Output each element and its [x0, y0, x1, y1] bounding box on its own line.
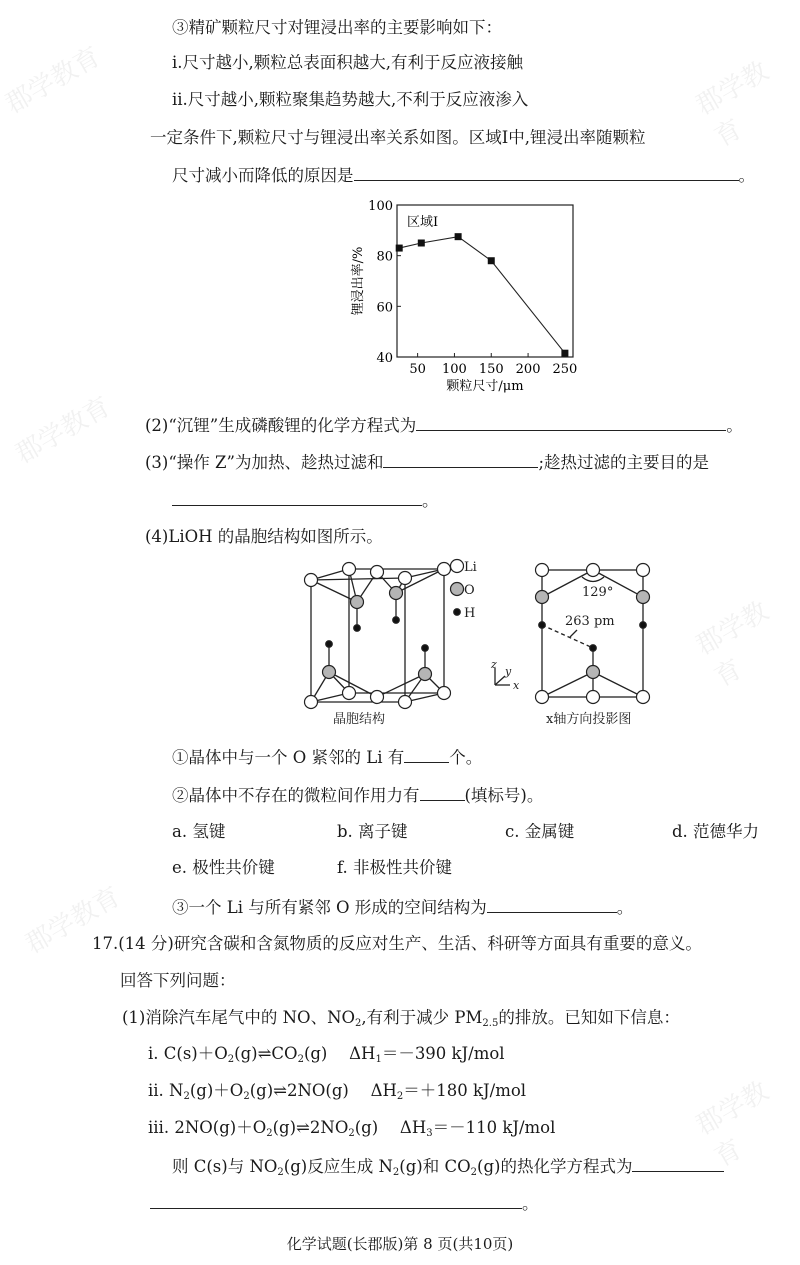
legend-h: H	[464, 606, 476, 621]
legend-o: O	[464, 583, 475, 598]
data-point	[488, 257, 495, 264]
leaching-rate-chart	[340, 195, 590, 395]
subscript: 2	[470, 1167, 478, 1178]
oxygen-atom	[390, 587, 403, 600]
series-line	[399, 237, 565, 354]
equation-ii	[148, 1080, 526, 1108]
q4-1-text: ①晶体中与一个 O 紧邻的 Li 有	[172, 748, 405, 767]
axis-y: y	[505, 665, 512, 678]
x-tick-label: 100	[442, 362, 467, 377]
lithium-atom	[343, 563, 356, 576]
q3-text-b: ;趁热过滤的主要目的是	[538, 453, 710, 472]
subscript: 2	[277, 1167, 284, 1178]
hydrogen-atom	[393, 617, 400, 624]
subscript: 2.5	[482, 1018, 499, 1029]
period: 。	[522, 1194, 539, 1213]
answer-blank[interactable]	[404, 746, 449, 763]
q4-2-tail: (填标号)。	[464, 786, 544, 805]
subscript: 2	[243, 1091, 250, 1102]
hydrogen-atom	[354, 625, 361, 632]
oxygen-atom	[351, 596, 364, 609]
answer-blank[interactable]	[354, 164, 739, 181]
q4-1-tail: 个。	[449, 748, 483, 767]
answer-blank[interactable]	[487, 896, 617, 913]
x-tick-label: 50	[409, 362, 426, 377]
lithium-atom	[305, 696, 318, 709]
lithium-atom	[371, 691, 384, 704]
text-segment: ⅲ. 2NO(g)＋O	[148, 1118, 267, 1137]
lithium-atom	[399, 696, 412, 709]
question-text: 一定条件下,颗粒尺寸与锂浸出率关系如图。区域Ⅰ中,锂浸出率随颗粒	[150, 128, 646, 147]
oxygen-atom	[536, 591, 549, 604]
text-segment: (g)的热化学方程式为	[477, 1157, 633, 1176]
q4-3-text: ③一个 Li 与所有紧邻 O 形成的空间结构为	[172, 898, 487, 917]
legend-li: Li	[464, 560, 477, 575]
x-tick-label: 150	[478, 362, 504, 377]
y-tick-label: 100	[368, 199, 393, 214]
intro-text: ③精矿颗粒尺寸对锂浸出率的主要影响如下：	[172, 18, 502, 37]
watermark: 郡学教育	[0, 41, 106, 120]
period: 。	[616, 898, 634, 917]
q17-1-text	[122, 1007, 680, 1035]
data-point	[396, 245, 403, 252]
lithium-atom	[587, 564, 600, 577]
watermark: 郡学教育	[691, 596, 774, 694]
text-segment: ＝＋180 kJ/mol	[403, 1081, 527, 1100]
answer-blank[interactable]	[416, 414, 726, 431]
subscript: 3	[426, 1128, 433, 1139]
hydrogen-atom	[326, 641, 333, 648]
oxygen-atom	[419, 668, 432, 681]
text-segment: (g)反应生成 N	[283, 1157, 393, 1176]
lithium-atom	[637, 691, 650, 704]
lithium-atom	[637, 564, 650, 577]
text-segment: (g)⇌CO	[234, 1044, 298, 1063]
q4-2-text: ②晶体中不存在的微粒间作用力有	[172, 786, 420, 805]
hydrogen-atom	[422, 645, 429, 652]
period: 。	[422, 491, 439, 510]
lithium-atom	[536, 564, 549, 577]
subscript: 2	[355, 1018, 362, 1029]
q17-1-ask	[172, 1157, 632, 1176]
option-e: e. 极性共价键	[172, 858, 275, 877]
y-tick-label: 80	[376, 249, 393, 265]
hydrogen-atom	[640, 622, 647, 629]
text-segment: 的排放。已知如下信息：	[498, 1008, 680, 1027]
option-b: b. 离子键	[337, 822, 408, 841]
x-tick-label: 200	[515, 362, 541, 377]
answer-blank[interactable]	[420, 784, 465, 801]
lithium-atom	[438, 687, 451, 700]
lithium-atom	[536, 691, 549, 704]
text-segment: (g) ΔH	[303, 1044, 376, 1063]
angle-label: 129°	[582, 585, 614, 600]
option-c: c. 金属键	[505, 822, 575, 841]
subscript: 2	[396, 1091, 404, 1102]
hydrogen-atom	[454, 609, 461, 616]
text-segment: (g)＋O	[189, 1081, 244, 1100]
q17-title: 17.(14 分)研究含碳和含氮物质的反应对生产、生活、科研等方面具有重要的意义。	[92, 934, 702, 953]
text-segment: ⅱ. N	[148, 1081, 184, 1100]
subscript: 2	[348, 1128, 355, 1139]
page-footer: 化学试题(长郡版)第 8 页(共10页)	[286, 1235, 514, 1253]
text-segment: ⅰ. C(s)＋O	[148, 1044, 228, 1063]
q4-text: (4)LiOH 的晶胞结构如图所示。	[145, 527, 383, 546]
watermark: 郡学教育	[691, 56, 774, 154]
hydrogen-atom	[590, 645, 597, 652]
text-segment: ,有利于减少 PM	[361, 1008, 483, 1027]
lithium-atom	[438, 563, 451, 576]
data-point	[561, 350, 568, 357]
subscript: 2	[266, 1128, 273, 1139]
option-f: f. 非极性共价键	[337, 858, 453, 877]
watermark: 郡学教育	[691, 1076, 774, 1174]
right-caption: x轴方向投影图	[546, 712, 632, 727]
lithium-atom	[587, 691, 600, 704]
text-segment: ＝－390 kJ/mol	[381, 1044, 505, 1063]
subscript: 2	[183, 1091, 190, 1102]
q3-text: (3)“操作 Z”为加热、趁热过滤和	[145, 453, 384, 472]
text-segment: (g) ΔH	[354, 1118, 427, 1137]
oxygen-atom	[323, 666, 336, 679]
distance-label: 263 pm	[565, 614, 615, 629]
crystal-structure-diagram	[290, 555, 670, 735]
period: 。	[726, 416, 743, 435]
point-i: ⅰ.尺寸越小,颗粒总表面积越大,有利于反应液接触	[172, 53, 524, 72]
x-axis-label: 颗粒尺寸/μm	[446, 379, 524, 394]
question-text: 尺寸减小而降低的原因是	[172, 166, 354, 185]
oxygen-atom	[637, 591, 650, 604]
option-d: d. 范德华力	[672, 822, 760, 841]
text-segment: (1)消除汽车尾气中的 NO、NO	[122, 1008, 356, 1027]
subscript: 1	[375, 1054, 382, 1065]
option-a: a. 氢键	[172, 822, 226, 841]
period: 。	[738, 166, 755, 185]
q17-intro: 回答下列问题：	[120, 971, 236, 990]
data-point	[418, 240, 425, 247]
lithium-atom	[399, 572, 412, 585]
q2-text: (2)“沉锂”生成磷酸锂的化学方程式为	[145, 416, 417, 435]
equation-i	[148, 1043, 505, 1071]
subscript: 2	[227, 1054, 235, 1065]
point-ii: ⅱ.尺寸越小,颗粒聚集趋势越大,不利于反应液渗入	[172, 90, 529, 109]
answer-blank[interactable]	[383, 451, 538, 468]
y-tick-label: 40	[376, 351, 393, 366]
lithium-atom	[371, 566, 384, 579]
text-segment: ＝－110 kJ/mol	[432, 1118, 556, 1137]
answer-blank[interactable]	[172, 489, 422, 506]
hydrogen-atom	[539, 622, 546, 629]
x-tick-label: 250	[552, 362, 578, 377]
lithium-atom	[305, 574, 318, 587]
text-segment: (g)⇌2NO	[272, 1118, 349, 1137]
lithium-atom	[451, 560, 464, 573]
text-segment: (g)⇌2NO(g) ΔH	[249, 1081, 397, 1100]
y-tick-label: 60	[376, 300, 393, 316]
oxygen-atom	[451, 583, 464, 596]
text-segment: (g)和 CO	[399, 1157, 471, 1176]
equation-iii	[148, 1117, 555, 1145]
subscript: 2	[297, 1054, 304, 1065]
lithium-atom	[343, 687, 356, 700]
text-segment: 则 C(s)与 NO	[172, 1157, 278, 1176]
question-text-2	[172, 164, 755, 187]
oxygen-atom	[587, 666, 600, 679]
watermark: 郡学教育	[20, 881, 126, 960]
left-caption: 晶胞结构	[333, 712, 386, 727]
answer-blank[interactable]	[632, 1155, 724, 1172]
watermark: 郡学教育	[10, 391, 116, 470]
data-point	[455, 233, 462, 240]
axis-x: x	[513, 679, 520, 692]
axis-z: z	[491, 658, 497, 671]
answer-blank[interactable]	[150, 1192, 522, 1209]
y-axis-label: 锂浸出率/%	[351, 246, 366, 316]
subscript: 2	[392, 1167, 400, 1178]
region-annotation: 区域Ⅰ	[407, 215, 439, 230]
